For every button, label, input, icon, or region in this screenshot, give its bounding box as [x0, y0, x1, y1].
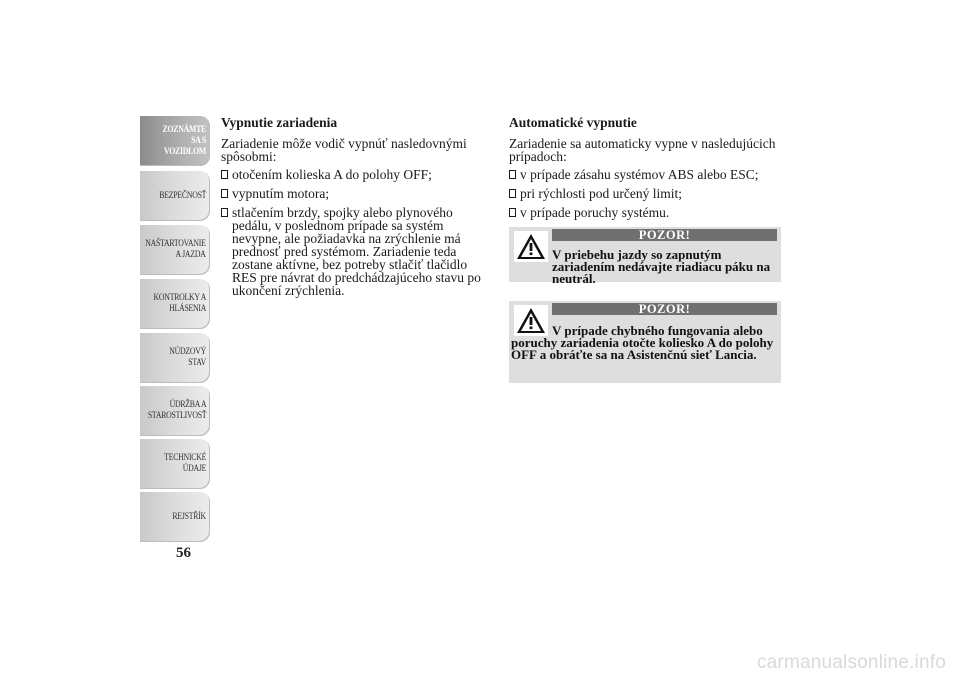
section-heading: Automatické vypnutie — [509, 115, 637, 130]
list-item: vypnutím motora; — [221, 187, 483, 200]
page-number: 56 — [176, 545, 191, 561]
tab-label: KONTROLKY A HLÁSENIA — [153, 293, 206, 314]
warning-box — [509, 301, 781, 383]
tab-label: NAŠTARTOVANIE A JAZDA — [145, 239, 206, 260]
list-item: v prípade poruchy systému. — [509, 206, 781, 219]
warning-text: V prípade chybného fungovania alebo poruchy zariadenia otočte koliesko A do polohy OFF a obráťte sa na Asistenčnú sieť Lancia. — [511, 323, 774, 362]
tab-label: TECHNICKÉ ÚDAJE — [164, 453, 206, 474]
tab-label: ÚDRŽBA A STAROSTLIVOSŤ — [147, 400, 206, 421]
section-heading: Vypnutie zariadenia — [221, 115, 338, 130]
tab-rejstrik[interactable] — [140, 492, 210, 542]
section-intro: Zariadenie sa automaticky vypne v nasledujúcich prípadoch: — [509, 136, 776, 164]
bullet-list — [509, 168, 781, 219]
warning-text: V priebehu jazdy so zapnutým zariadením nedávajte riadiacu páku na neutrál. — [552, 247, 771, 286]
tab-bezpecnost[interactable] — [140, 171, 210, 221]
tab-nudzovy-stav[interactable] — [140, 333, 210, 383]
tab-label: BEZPEČNOSŤ — [159, 190, 206, 201]
warning-title: POZOR! — [552, 303, 777, 315]
tab-zoznamte-sa-s-vozidlom[interactable] — [140, 116, 210, 166]
bullet-list — [221, 168, 483, 297]
tab-technicke-udaje[interactable] — [140, 439, 210, 489]
list-item: stlačením brzdy, spojky alebo plynového pedálu, v poslednom prípade sa systém nevypne, ale požiadavka na zrýchlenie má prednosť pred systémom. Zariadenie teda zostane aktívne, bez potreby stlačiť tlačidlo RES pre návrat do predchádzajúceho stavu po ukončení zrýchlenia. — [221, 206, 483, 297]
list-item: otočením kolieska A do polohy OFF; — [221, 168, 483, 181]
list-item: v prípade zásahu systémov ABS alebo ESC; — [509, 168, 781, 181]
tab-nastartovanie-a-jazda[interactable] — [140, 225, 210, 275]
warning-box — [509, 227, 781, 286]
list-item: pri rýchlosti pod určený limit; — [509, 187, 781, 200]
tab-kontrolky-a-hlasenia[interactable] — [140, 279, 210, 329]
tab-label: ZOZNÁMTE SA S VOZIDLOM — [162, 124, 206, 157]
left-column — [221, 116, 483, 303]
warning-title: POZOR! — [552, 229, 777, 241]
section-intro: Zariadenie môže vodič vypnúť nasledovnými spôsobmi: — [221, 136, 467, 164]
tab-label: NÚDZOVÝ STAV — [169, 347, 206, 368]
warning-triangle-icon — [514, 231, 548, 262]
right-column — [509, 116, 781, 225]
tab-label: REJSTŘÍK — [172, 511, 206, 522]
tab-udrzba-a-starostlivost[interactable] — [140, 386, 210, 436]
watermark-logo: carmanualsonline.info — [756, 652, 946, 673]
